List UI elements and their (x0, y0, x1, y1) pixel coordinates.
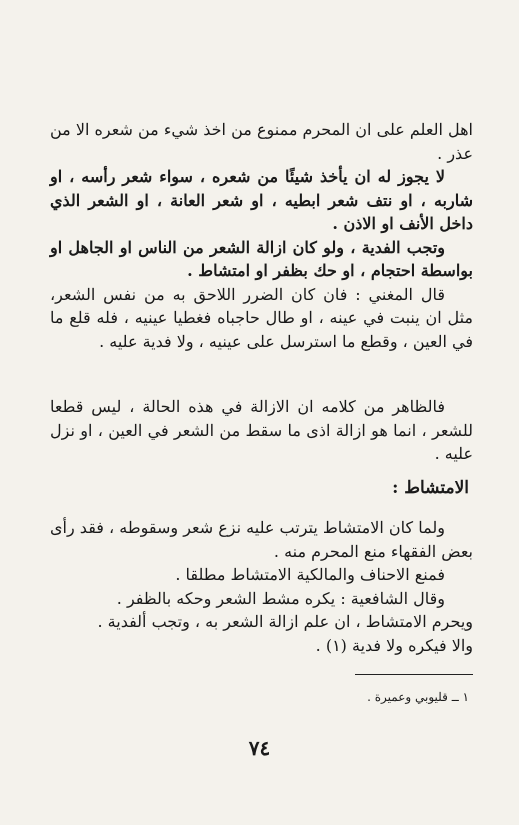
footnote-divider (355, 674, 473, 675)
paragraph-prohibition: لا يجوز له ان يأخذ شيئًا من شعره ، سواء شعر رأسه ، او شاربه ، او نتف شعر ابطيه ، او شعر العانة ، او الشعر الذي داخل الأنف او الاذن . (50, 167, 473, 233)
paragraph-combing-2: فمنع الاحناف والمالكية الامتشاط مطلقا . (175, 565, 445, 584)
paragraph-intro: اهل العلم على ان المحرم ممنوع من اخذ شيء من شعره الا من عذر . (50, 120, 473, 163)
paragraph-interpretation: فالظاهر من كلامه ان الازالة في هذه الحالة ، ليس قطعا للشعر ، انما هو ازالة اذى ما سقط من الشعر في العين ، او نزل عليه . (50, 397, 473, 463)
footnote: ١ ــ قليوبي وعميرة . (367, 690, 469, 704)
paragraph-combing-1: ولما كان الامتشاط يترتب عليه نزع شعر وسقوطه ، فقد رأى بعض الفقهاء منع المحرم منه . (50, 518, 473, 561)
page-number: ٧٤ (248, 736, 271, 760)
paragraph-fidya: وتجب الفدية ، ولو كان ازالة الشعر من الناس او الجاهل او بواسطة احتجام ، او حك بظفر او امتشاط . (50, 237, 473, 280)
paragraph-combing-3: وقال الشافعية : يكره مشط الشعر وحكه بالظفر . (116, 588, 445, 608)
text-block-middle (50, 395, 473, 466)
text-block-top (50, 118, 473, 353)
section-heading: الامتشاط : (392, 478, 469, 498)
paragraph-mughni-quote: قال المغني : فان كان الضرر اللاحق به من نفس الشعر، مثل ان ينبت في عينه ، او طال حاجباه فغطيا عينيه ، فله قلع ما في العين ، وقطع ما استرسل على عينيه ، ولا فدية عليه . (50, 284, 473, 351)
paragraph-combing-5: والا فيكره ولا فدية (١) . (315, 635, 473, 655)
paragraph-combing-4: ويحرم الامتشاط ، ان علم ازالة الشعر به ، وتجب ألفدية . (97, 612, 473, 631)
text-block-bottom (50, 516, 473, 657)
